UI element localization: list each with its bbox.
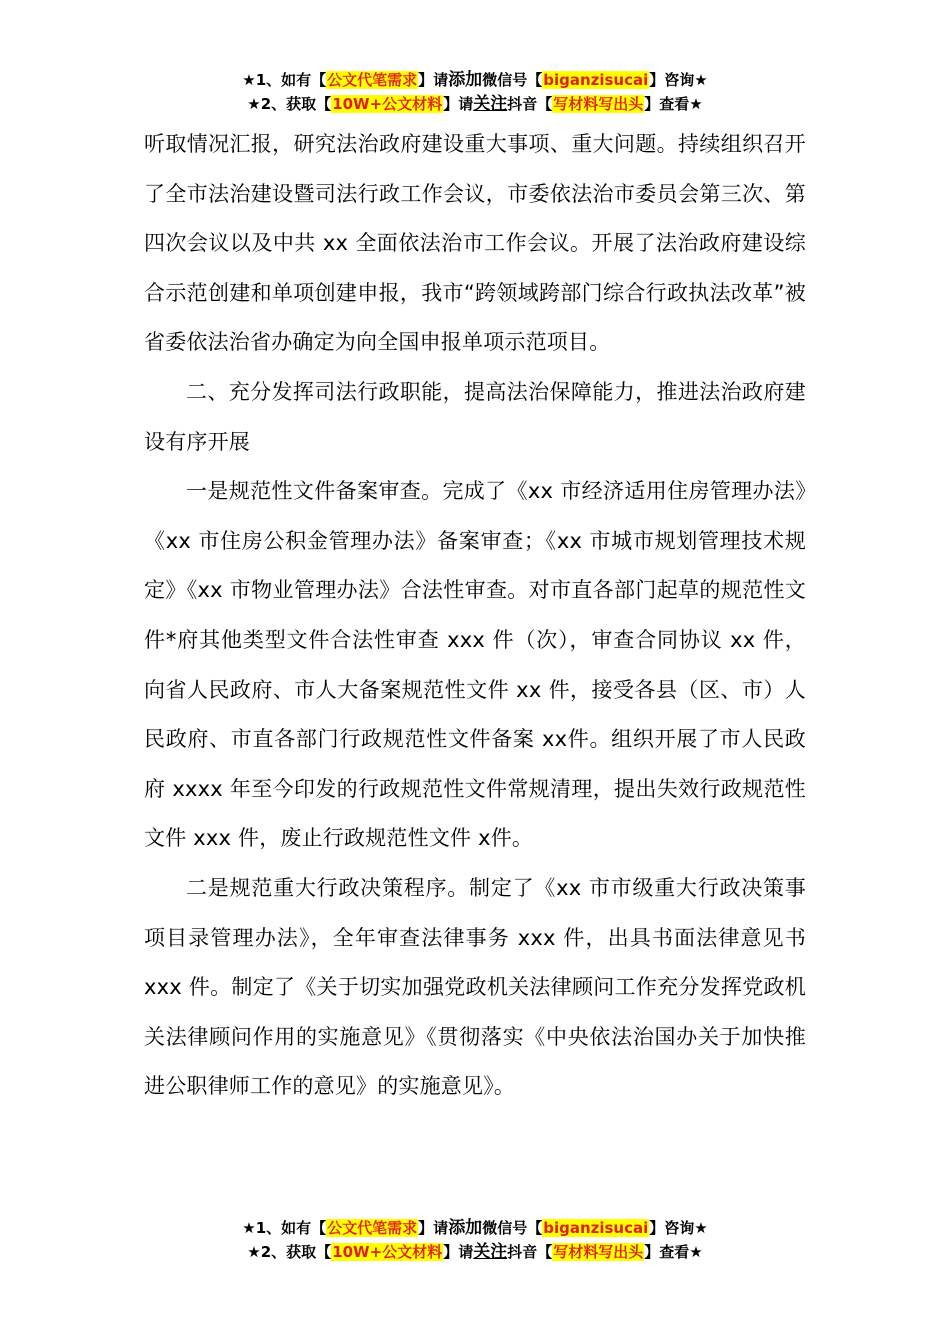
banner-line-1 bbox=[0, 68, 950, 92]
banner-text: 】请 bbox=[443, 1243, 474, 1261]
document-body bbox=[144, 120, 806, 1112]
paragraph-continuation: 听取情况汇报，研究法治政府建设重大事项、重大问题。持续组织召开了全市法治建设暨司法行政工作会议，市委依法治市委员会第三次、第四次会议以及中共 xx 全面依法治市工作会议。开展了法治政府建设综合示范创建和单项创建申报，我市“跨领域跨部门综合行政执法改革”被省委依法治省办确定为向全国申报单项示范项目。 bbox=[144, 132, 806, 355]
banner-text: 】查看★ bbox=[644, 1243, 703, 1261]
banner-text: 】请 bbox=[443, 95, 474, 113]
banner-line-2 bbox=[0, 1240, 950, 1264]
banner-text: 】咨询★ bbox=[649, 71, 708, 89]
banner-highlight: 公文代笔需求 bbox=[327, 1219, 418, 1237]
banner-line-1 bbox=[0, 1216, 950, 1240]
banner-highlight: 写材料写出头 bbox=[553, 95, 644, 113]
banner-text: 抖音【 bbox=[507, 1243, 553, 1261]
banner-highlight: 公文代笔需求 bbox=[327, 71, 418, 89]
banner-text: 微信号【 bbox=[482, 1219, 543, 1237]
banner-highlight: 写材料写出头 bbox=[553, 1243, 644, 1261]
banner-text: 】咨询★ bbox=[649, 1219, 708, 1237]
banner-text: ★1、如有【 bbox=[242, 71, 327, 89]
banner-highlight: 10W+公文材料 bbox=[332, 95, 443, 113]
paragraph: 一是规范性文件备案审查。完成了《xx 市经济适用住房管理办法》《xx 市住房公积金管理办法》备案审查；《xx 市城市规划管理技术规定》《xx 市物业管理办法》合法性审查。对市直各部门起草的规范性文件*府其他类型文件合法性审查 xxx 件（次），审查合同协议 xx 件，向省人民政府、市人大备案规范性文件 xx 件，接受各县（区、市）人民政府、市直各部门行政规范性文件备案 xx件。组织开展了市人民政府 xxxx 年至今印发的行政规范性文件常规清理，提出失效行政规范性文件 xxx 件，废止行政规范性文件 x件。 bbox=[144, 479, 806, 851]
banner-text: 抖音【 bbox=[507, 95, 553, 113]
banner-text: ★2、获取【 bbox=[247, 95, 332, 113]
banner-text: ★1、如有【 bbox=[242, 1219, 327, 1237]
top-banner bbox=[0, 68, 950, 116]
paragraph: 二是规范重大行政决策程序。制定了《xx 市市级重大行政决策事项目录管理办法》，全年审查法律事务 xxx 件，出具书面法律意见书 xxx 件。制定了《关于切实加强党政机关法律顾问工作充分发挥党政机关法律顾问作用的实施意见》《贯彻落实《中央依法治国办关于加快推进公职律师工作的意见》的实施意见》。 bbox=[144, 875, 806, 1099]
banner-text: 】查看★ bbox=[644, 95, 703, 113]
banner-emphasis: 关注 bbox=[473, 1242, 508, 1262]
banner-highlight: biganzisucai bbox=[543, 71, 649, 89]
bottom-banner bbox=[0, 1216, 950, 1264]
banner-text: 微信号【 bbox=[482, 71, 543, 89]
section-heading: 二、充分发挥司法行政职能，提高法治保障能力，推进法治政府建设有序开展 bbox=[144, 379, 806, 454]
banner-highlight: 10W+公文材料 bbox=[332, 1243, 443, 1261]
banner-highlight: biganzisucai bbox=[543, 1219, 649, 1237]
banner-emphasis: 添加 bbox=[448, 70, 483, 90]
banner-emphasis: 添加 bbox=[448, 1218, 483, 1238]
banner-line-2 bbox=[0, 92, 950, 116]
banner-text: 】请 bbox=[418, 71, 449, 89]
banner-text: ★2、获取【 bbox=[247, 1243, 332, 1261]
banner-text: 】请 bbox=[418, 1219, 449, 1237]
banner-emphasis: 关注 bbox=[473, 94, 508, 114]
